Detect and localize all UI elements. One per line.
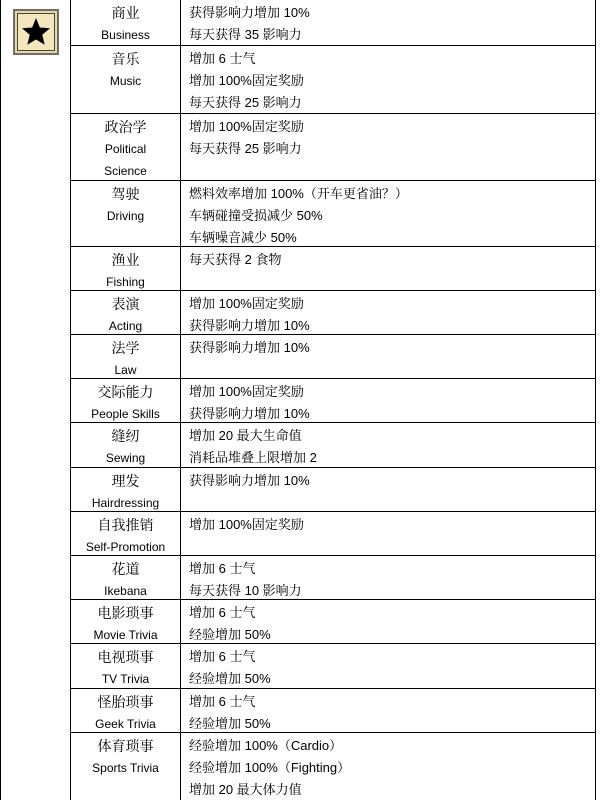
- skill-name: [71, 181, 181, 246]
- skill-name-zh: 法学: [111, 340, 140, 356]
- skill-name: [71, 0, 181, 45]
- star-icon: [20, 16, 52, 48]
- skill-name-en: Driving: [106, 209, 145, 223]
- skill-name-zh: 自我推销: [97, 517, 154, 533]
- skill-name-zh: 怪胎琐事: [97, 694, 154, 710]
- effect-line: 每天获得 2 食物: [189, 252, 282, 267]
- skill-name-zh: 交际能力: [97, 384, 154, 400]
- effect-line: 每天获得 10 影响力: [189, 583, 302, 598]
- skill-effects: [189, 470, 592, 492]
- effect-line: 经验增加 50%: [189, 671, 271, 686]
- skill-row-sewing: [71, 423, 596, 468]
- skill-effects: [189, 425, 592, 469]
- effect-line: 每天获得 25 影响力: [189, 95, 302, 110]
- skill-row-acting: [71, 291, 596, 335]
- skill-effects: [189, 381, 592, 425]
- effect-line: 获得影响力增加 10%: [189, 5, 310, 20]
- skill-effects: [189, 337, 592, 359]
- skill-name: [71, 733, 181, 800]
- skill-name-en: Fishing: [106, 275, 145, 289]
- skill-effects: [189, 646, 592, 690]
- effect-line: 每天获得 25 影响力: [189, 141, 302, 156]
- skill-name-zh: 电视琐事: [97, 649, 154, 665]
- skill-effects: [189, 691, 592, 735]
- skill-effects: [189, 48, 592, 114]
- effect-line: 获得影响力增加 10%: [189, 340, 310, 355]
- effect-line: 增加 100%固定奖励: [189, 517, 304, 532]
- skill-name-en: Music: [109, 74, 142, 88]
- skill-name: [71, 600, 181, 643]
- effect-line: 经验增加 50%: [189, 716, 271, 731]
- skill-name: [71, 114, 181, 180]
- skill-name-zh: 政治学: [104, 119, 147, 135]
- skill-effects: [189, 116, 592, 160]
- skill-name-zh: 驾驶: [111, 186, 140, 202]
- skill-effects: [189, 735, 592, 801]
- skill-name: [71, 335, 181, 378]
- skill-row-hairdressing: [71, 468, 596, 512]
- skill-row-ikebana: [71, 556, 596, 600]
- effect-line: 车辆碰撞受损减少 50%: [189, 208, 323, 223]
- star-badge: [13, 9, 59, 55]
- skill-name: [71, 689, 181, 732]
- skill-row-music: [71, 46, 596, 114]
- skill-name: [71, 247, 181, 290]
- effect-line: 增加 6 士气: [189, 605, 256, 620]
- skill-effects: [189, 602, 592, 646]
- effect-line: 增加 20 最大生命值: [189, 428, 302, 443]
- skill-name: [71, 468, 181, 511]
- skill-name-zh: 电影琐事: [97, 605, 154, 621]
- effect-line: 增加 100%固定奖励: [189, 119, 304, 134]
- skill-name: [71, 379, 181, 422]
- skill-name-zh: 花道: [111, 561, 140, 577]
- effect-line: 消耗品堆叠上限增加 2: [189, 450, 317, 465]
- skill-row-driving: [71, 181, 596, 247]
- effect-line: 车辆噪音减少 50%: [189, 230, 297, 245]
- effect-line: 经验增加 50%: [189, 627, 271, 642]
- skill-name-en: Ikebana: [104, 584, 147, 598]
- effect-line: 获得影响力增加 10%: [189, 318, 310, 333]
- skill-row-sports-trivia: [71, 733, 596, 800]
- skill-name-zh: 音乐: [111, 51, 140, 67]
- skill-name: [71, 46, 181, 113]
- skill-name-zh: 体育琐事: [97, 738, 154, 754]
- skill-effects: [189, 183, 592, 249]
- skill-row-movie-trivia: [71, 600, 596, 644]
- effect-line: 增加 100%固定奖励: [189, 384, 304, 399]
- effect-line: 增加 6 士气: [189, 51, 256, 66]
- skill-name: [71, 644, 181, 688]
- effect-line: 增加 6 士气: [189, 561, 256, 576]
- skill-effects: [189, 249, 592, 271]
- effect-line: 燃料效率增加 100%（开车更省油？）: [189, 186, 408, 201]
- effect-line: 增加 6 士气: [189, 649, 256, 664]
- skill-name-en: TV Trivia: [101, 672, 150, 686]
- effect-line: 增加 20 最大体力值: [189, 782, 302, 797]
- icon-column: [1, 0, 71, 800]
- skill-name-en: Geek Trivia: [95, 717, 156, 731]
- skill-name-en: People Skills: [91, 407, 160, 421]
- skill-row-fishing: [71, 247, 596, 291]
- skill-name: [71, 291, 181, 334]
- skill-name-zh: 商业: [111, 5, 140, 21]
- skill-effects: [189, 2, 592, 46]
- effect-line: 经验增加 100%（Cardio）: [189, 738, 343, 753]
- skill-effects: [189, 514, 592, 536]
- effect-line: 每天获得 35 影响力: [189, 27, 302, 42]
- skill-name-zh: 缝纫: [111, 428, 140, 444]
- effect-line: 增加 6 士气: [189, 694, 256, 709]
- skill-row-geek-trivia: [71, 689, 596, 733]
- skill-effects: [189, 293, 592, 337]
- skill-name-en: Self-Promotion: [85, 540, 166, 554]
- skill-name: [71, 512, 181, 555]
- skill-name-en: Hairdressing: [91, 496, 160, 510]
- skill-name-en: Acting: [108, 319, 143, 333]
- skill-row-business: [71, 0, 596, 46]
- skill-row-tv-trivia: [71, 644, 596, 689]
- skill-name-en: Business: [101, 28, 150, 42]
- skill-name-zh: 渔业: [111, 252, 140, 268]
- skill-row-political-science: [71, 114, 596, 181]
- skill-name: [71, 423, 181, 467]
- effect-line: 增加 100%固定奖励: [189, 73, 304, 88]
- skill-row-self-promotion: [71, 512, 596, 556]
- effect-line: 增加 100%固定奖励: [189, 296, 304, 311]
- skill-name-zh: 表演: [111, 296, 140, 312]
- skill-row-people-skills: [71, 379, 596, 423]
- skill-name-en: Movie Trivia: [93, 628, 158, 642]
- skill-rows: [71, 0, 596, 800]
- skill-name-en: Sewing: [105, 451, 146, 465]
- effect-line: 经验增加 100%（Fighting）: [189, 760, 351, 775]
- skill-name-en: Sports Trivia: [92, 761, 159, 775]
- effect-line: 获得影响力增加 10%: [189, 406, 310, 421]
- skill-row-law: [71, 335, 596, 379]
- skill-effects: [189, 558, 592, 602]
- skill-name-zh: 理发: [111, 473, 140, 489]
- skill-name: [71, 556, 181, 599]
- effect-line: 获得影响力增加 10%: [189, 473, 310, 488]
- skill-name-en: Law: [114, 363, 137, 377]
- skill-name-en: Political Science: [104, 142, 147, 178]
